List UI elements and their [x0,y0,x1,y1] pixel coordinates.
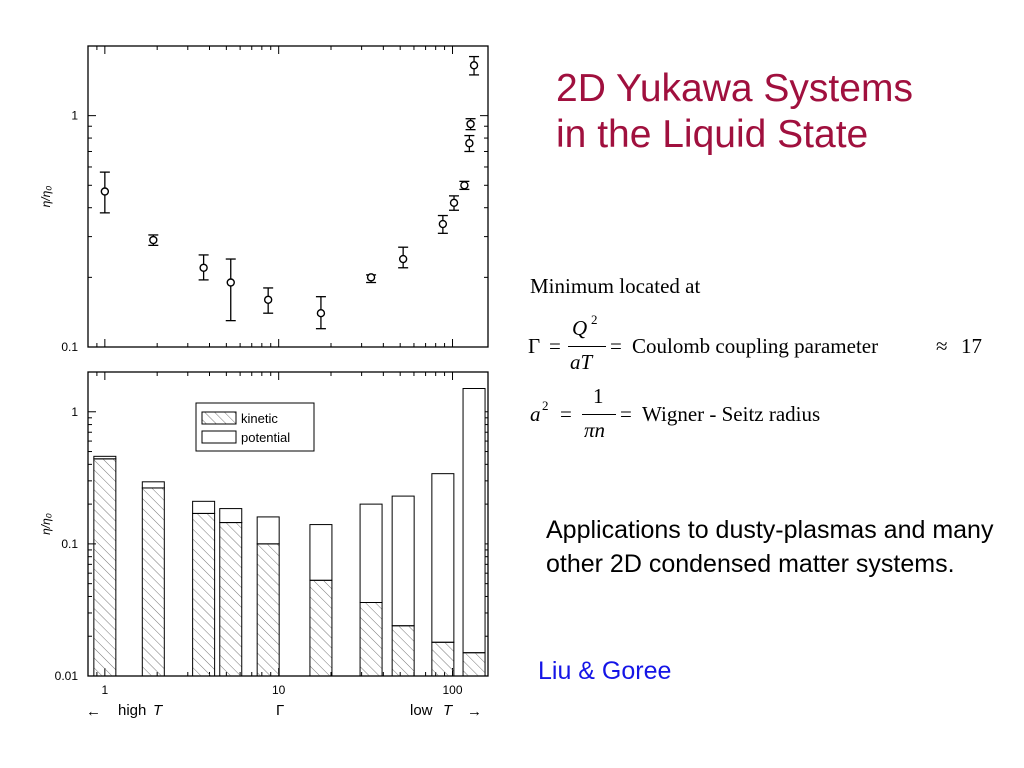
bar-potential [310,525,332,581]
x-tick-label: 1 [101,683,109,697]
x-label-high-var: T [153,702,163,719]
minimum-text: Minimum located at [530,274,701,298]
fraction-bar [582,414,616,415]
x-tick-label: 100 [442,683,463,697]
coulomb-equals: = [610,334,622,358]
a-exponent: 2 [542,398,549,413]
wigner-text: Wigner - Seitz radius [642,402,821,426]
data-point [466,140,473,147]
x-label-low: low [410,702,433,719]
bar-potential [142,482,164,488]
bar-kinetic [432,642,454,676]
gamma-equals: = [549,334,561,358]
one-numerator: 1 [593,384,604,408]
q-exponent: 2 [591,312,598,327]
x-arrow-right: → [467,703,482,720]
y-tick-label: 1 [71,404,78,419]
x-axis-caption [86,702,482,720]
x-arrow-left: ← [86,703,101,720]
x-label-low-var: T [443,702,453,719]
coulomb-text: Coulomb coupling parameter [632,334,879,358]
bar-potential [463,389,485,653]
y-axis-label: η/η₀ [39,513,53,535]
at-denominator: aT [570,350,593,374]
a-symbol: a [530,402,541,426]
bar-kinetic [463,653,485,676]
bar-kinetic [193,513,215,676]
top-plot [39,46,488,354]
fraction-bar [568,346,606,347]
bar-potential [193,501,215,513]
bar-potential [257,517,279,544]
bar-kinetic [360,603,382,676]
q-numerator: Q [572,316,588,340]
x-label-gamma: Γ [276,702,285,719]
gamma-symbol: Γ [528,334,541,358]
y-tick-label: 1 [71,108,78,123]
data-point [439,221,446,228]
approx-value: 17 [961,334,982,358]
data-point [471,62,478,69]
bottom-plot [39,372,488,697]
equations [528,272,1008,452]
data-point [200,264,207,271]
legend-label-kinetic: kinetic [241,411,278,426]
bar-kinetic [142,488,164,676]
bar-kinetic [94,459,116,676]
wigner-equals: = [620,402,632,426]
data-point [467,121,474,128]
data-point [227,279,234,286]
legend-swatch-kinetic [202,412,236,424]
bar-potential [432,474,454,643]
y-tick-label: 0.01 [54,669,78,683]
a-fraction [582,380,616,448]
data-point [461,182,468,189]
title-line-1: 2D Yukawa Systems [556,67,913,110]
y-tick-label: 0.1 [61,340,78,354]
pin-denominator: πn [584,418,606,442]
bar-kinetic [220,523,242,676]
bar-kinetic [257,544,279,676]
data-point [368,274,375,281]
data-point [265,296,272,303]
a-equals: = [560,402,572,426]
legend-label-potential: potential [241,430,291,445]
bar-potential [220,509,242,523]
x-tick-label: 10 [272,683,286,697]
approx-symbol: ≈ [936,334,948,358]
legend-swatch-potential [202,431,236,443]
applications-text: Applications to dusty-plasmas and many other 2D condensed matter systems. [546,516,994,578]
title-line-2: in the Liquid State [556,113,869,156]
bar-potential [392,496,414,626]
gamma-fraction [568,312,606,380]
y-axis-label: η/η₀ [39,185,53,208]
bar-kinetic [392,626,414,676]
authors: Liu & Goree [538,657,672,685]
slide-title [556,66,996,158]
data-point [317,310,324,317]
data-point [451,199,458,206]
x-label-high: high [118,702,147,719]
data-point [150,237,157,244]
data-point [400,256,407,263]
bar-potential [360,504,382,602]
bar-kinetic [310,580,332,676]
data-point [101,188,108,195]
legend [196,403,314,451]
plot-frame [88,46,488,347]
y-tick-label: 0.1 [61,536,78,551]
